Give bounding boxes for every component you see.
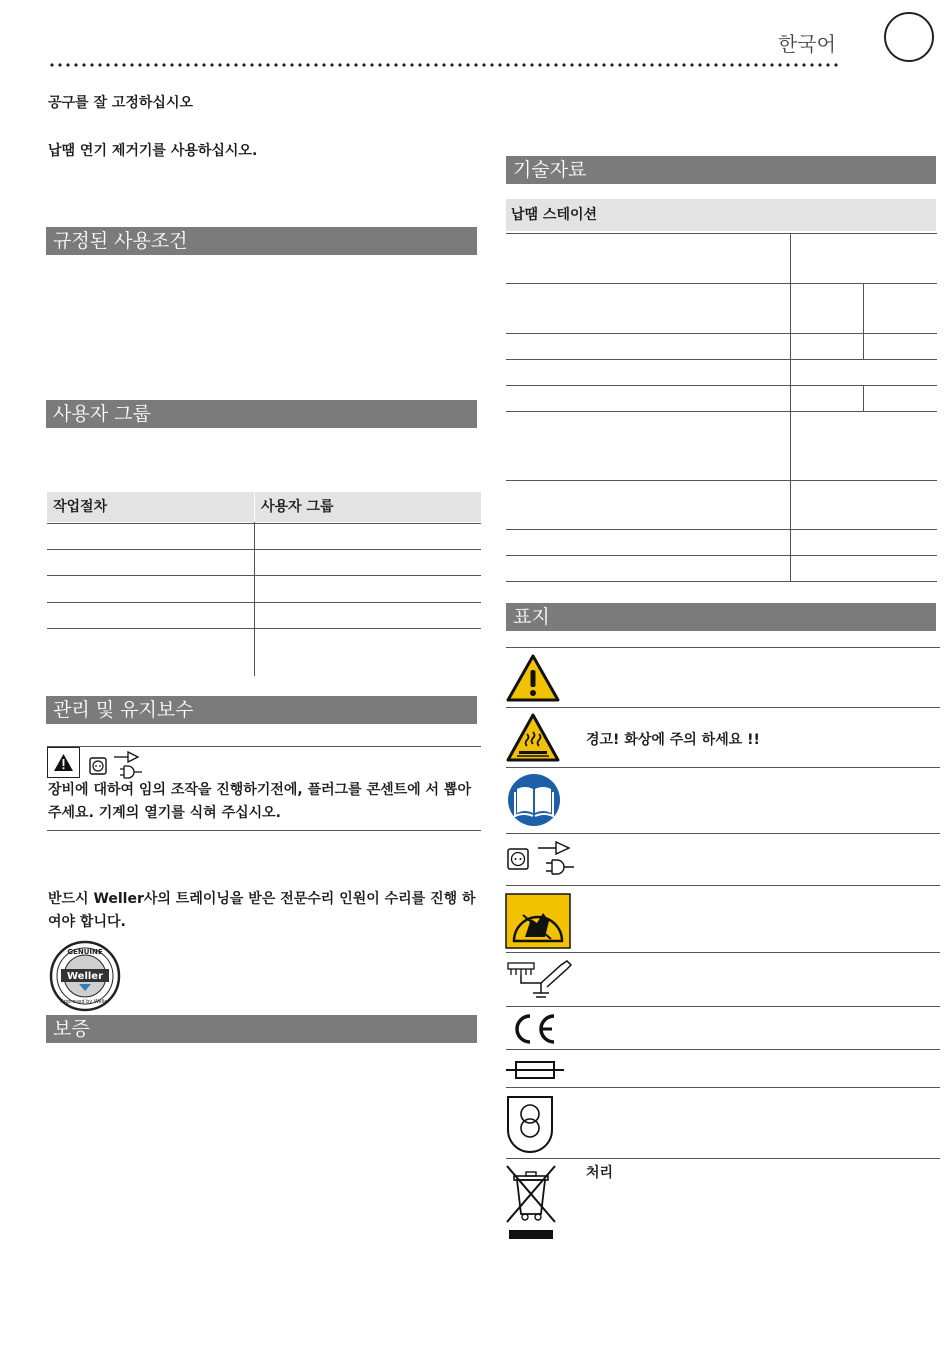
language-label: 한국어 <box>778 32 836 56</box>
col-procedure: 작업절차 <box>47 492 254 522</box>
divider-line <box>506 1006 940 1007</box>
divider-line <box>506 1049 940 1050</box>
safety-transformer-icon <box>505 1094 555 1154</box>
table-row <box>506 480 937 481</box>
potential-equalization-icon <box>505 957 575 1003</box>
table-row <box>506 555 937 556</box>
dotted-divider <box>48 62 840 68</box>
table-row <box>506 411 937 412</box>
table-divider <box>254 522 255 676</box>
divider-line <box>506 885 940 886</box>
symbol-text-burn-warning: 경고! 화상에 주의 하세요 !! <box>586 732 760 748</box>
table-row <box>506 233 937 234</box>
section-technical-data: 기술자료 <box>506 156 936 184</box>
pull-plug-icon <box>506 840 578 878</box>
divider-line <box>506 833 940 834</box>
divider-line <box>506 707 940 708</box>
divider-line <box>506 1158 940 1159</box>
divider-line <box>506 1087 940 1088</box>
symbol-text-disposal: 처리 <box>586 1165 614 1181</box>
table-divider <box>863 385 864 411</box>
hot-surface-warning-icon <box>505 712 561 764</box>
divider-line <box>506 647 940 648</box>
fuse-icon <box>506 1058 564 1082</box>
genuine-weller-badge-icon <box>49 940 121 1012</box>
intro-secure-tool: 공구를 잘 고정하십시오 <box>48 95 193 111</box>
table-row <box>47 628 481 629</box>
read-manual-icon <box>507 773 561 827</box>
table-row <box>506 333 937 334</box>
general-warning-icon <box>505 653 561 703</box>
table-divider <box>790 233 791 581</box>
divider-line <box>47 746 481 747</box>
table-row <box>47 602 481 603</box>
table-divider <box>863 283 864 359</box>
pull-plug-icon <box>88 750 148 780</box>
warning-triangle-icon <box>48 748 79 777</box>
divider-line <box>506 952 940 953</box>
section-warranty: 보증 <box>46 1015 477 1043</box>
table-row <box>47 523 481 524</box>
table-row <box>47 575 481 576</box>
table-row <box>506 581 937 582</box>
divider-line <box>506 767 940 768</box>
section-user-group: 사용자 그룹 <box>46 400 477 428</box>
table-row <box>506 359 937 360</box>
table-row <box>506 385 937 386</box>
esd-protection-icon <box>505 893 571 949</box>
table-row <box>506 283 937 284</box>
section-intended-use: 규정된 사용조건 <box>46 227 477 255</box>
badge-top: GENUINE <box>67 948 103 956</box>
table-row <box>506 529 937 530</box>
ce-mark-icon <box>510 1012 560 1046</box>
warning-box <box>47 747 80 778</box>
badge-bottom: Approved by Weller <box>60 999 110 1005</box>
divider-line <box>47 830 481 831</box>
maintenance-warning-text: 장비에 대하여 임의 조작을 진행하기전에, 플러그를 콘센트에 서 뽑아주세요. 기계의 열기를 식혀 주십시오. <box>48 782 471 821</box>
table-row <box>47 549 481 550</box>
section-maintenance: 관리 및 유지보수 <box>46 696 477 724</box>
page-marker-circle <box>884 12 934 62</box>
section-symbols: 표지 <box>506 603 936 631</box>
wee-disposal-icon <box>503 1162 559 1244</box>
col-user-group: 사용자 그룹 <box>255 492 481 522</box>
intro-fume-extractor: 납땜 연기 제거기를 사용하십시오. <box>48 143 258 159</box>
repair-note: 반드시 Weller사의 트레이닝을 받은 전문수리 인원이 수리를 진행 하여야 합니다. <box>48 891 476 930</box>
badge-brand: Weller <box>66 971 104 982</box>
station-subheader: 납땜 스테이션 <box>506 199 936 231</box>
